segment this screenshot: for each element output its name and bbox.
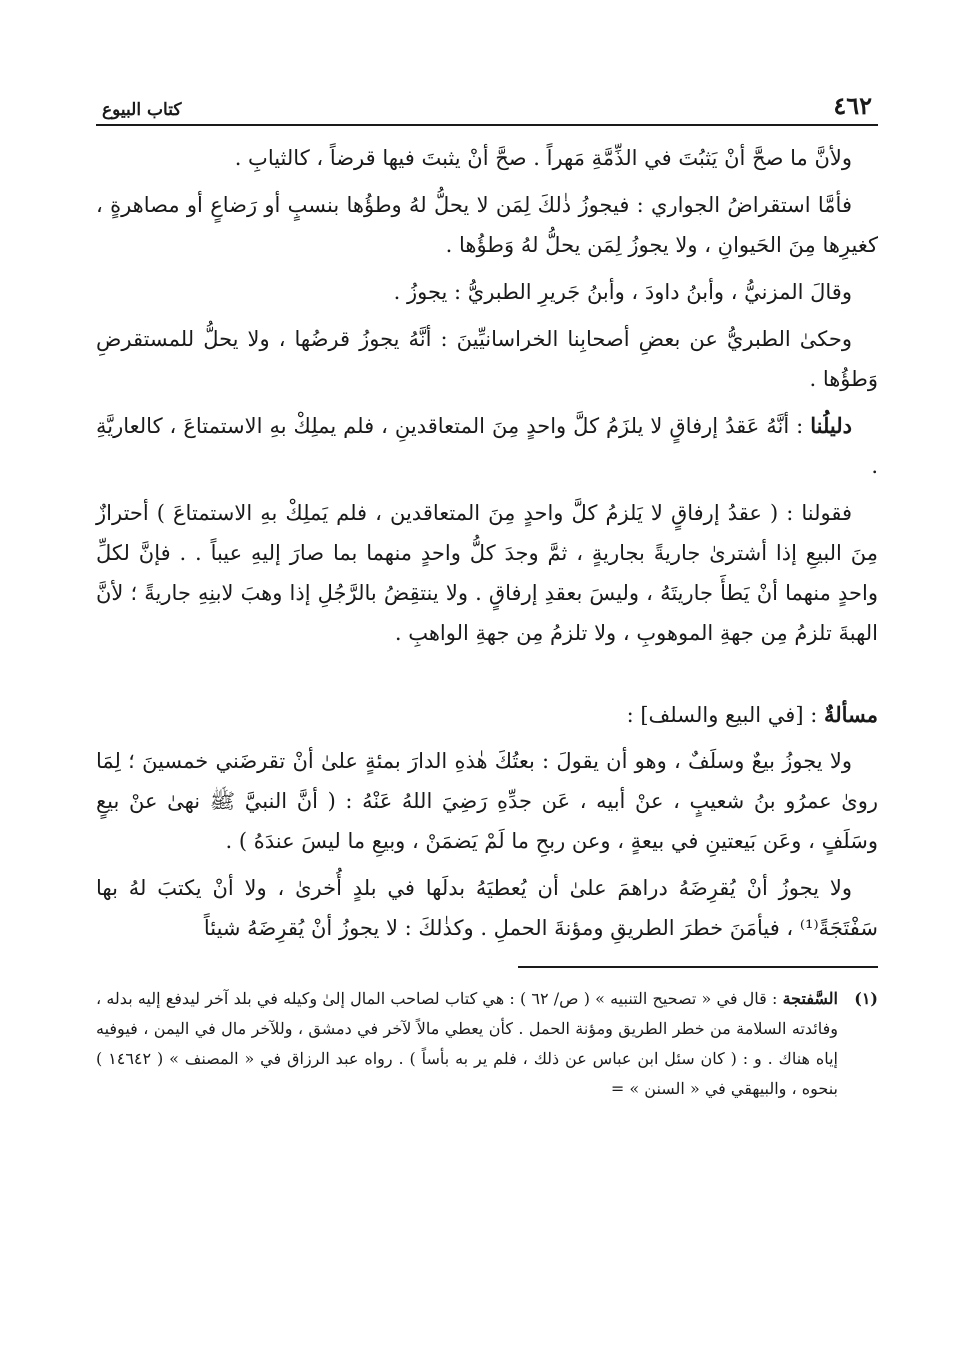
footnote bbox=[96, 984, 878, 1104]
paragraph-text: وحكىٰ الطبريُّ عن بعضِ أصحابِنا الخراسانيِّينَ : أنَّهُ يجوزُ قرضُها ، ولا يحلُّ للمستقرضِ وَطؤُها . bbox=[96, 327, 878, 391]
document-page bbox=[96, 80, 878, 1104]
paragraph bbox=[96, 493, 878, 653]
paragraph bbox=[96, 319, 878, 399]
body-text bbox=[96, 138, 878, 948]
paragraph-text: ولا يجوزُ أنْ يُقرِضَهُ دراهمَ علىٰ أن يُعطيَهُ بدلَها في بلدٍ أُخرىٰ ، ولا أنْ يكتبَ لهُ بها سَفْتَجَةً⁽¹⁾ ، فيأمَنَ خطرَ الطريقِ ومؤنةَ الحملِ . وكذٰلكَ : لا يجوزُ أنْ يُقرِضَهُ شيئاً bbox=[96, 876, 878, 940]
paragraph-lead: دليلُنا bbox=[810, 413, 852, 438]
paragraph-text: ولا يجوزُ بيعٌ وسلَفٌ ، وهو أن يقولَ : بعتُكَ هٰذهِ الدارَ بمئةٍ علىٰ أنْ تقرضَني خمسينَ ؛ لِمَا روىٰ عمرُو بنُ شعيبٍ ، عنْ أبيه ، عَن جدِّهِ رَضِيَ اللهُ عَنْهُ : ( أنَّ النبيَّ ﷺ نهىٰ عنْ بيعٍ وسَلَفٍ ، وعَن بَيعتينِ في بيعةٍ ، وعن ربحِ ما لَمْ يَضمَنْ ، وبيعِ ما ليسَ عندَهُ ) . bbox=[96, 749, 878, 853]
paragraph-text: : أنَّهُ عَقدُ إرفاقٍ لا يلزَمُ كلَّ واحدٍ مِنَ المتعاقدينِ ، فلم يملِكْ بهِ الاستمتاعَ ، كالعاريَّةِ . bbox=[96, 414, 878, 478]
issue-title: : [في البيع والسلف] : bbox=[626, 703, 824, 727]
paragraph bbox=[96, 185, 878, 265]
paragraph bbox=[96, 741, 878, 861]
paragraph bbox=[96, 272, 878, 312]
paragraph-text: فأمَّا استقراضُ الجواري : فيجوزُ ذٰلكَ لِمَن لا يحلُّ لهُ وطؤُها بنسبٍ أو رَضاعٍ أو مصاهرةٍ ، كغيرِها مِنَ الحَيوانِ ، ولا يجوزُ لِمَن يحلُّ لهُ وَطؤُها . bbox=[96, 193, 878, 257]
paragraph-text: وقالَ المزنيُّ ، وأبنُ داودَ ، وأبنُ جَريرِ الطبريُّ : يجوزُ . bbox=[393, 280, 852, 304]
paragraph bbox=[96, 406, 878, 486]
issue-heading bbox=[96, 695, 878, 735]
footnote-body bbox=[96, 984, 838, 1104]
paragraph bbox=[96, 138, 878, 178]
running-header bbox=[96, 80, 878, 126]
footnote-text: : قال في « تصحيح التنبيه » ( ص/ ٦٢ ) : هي كتاب لصاحب المال إلىٰ وكيله في بلد آخر ليدفع إليه بدله ، وفائدته السلامة من خطر الطريق ومؤنة الحمل . كأن يعطي مالاً لآخر في دمشق ، وللآخر مال في اليمن ، فيوفيه إياه هناك . و : ( كان سئل ابن عباس عن ذلك ، فلم ير به بأساً ) . رواه عبد الرزاق في « المصنف » ( ١٤٦٤٢ ) بنحوه ، والبيهقي في « السنن » = bbox=[96, 989, 839, 1098]
footnote-separator bbox=[518, 966, 878, 968]
footnote-marker: (١) bbox=[854, 989, 878, 1008]
paragraph-text: فقولنا : ( عقدُ إرفاقٍ لا يَلزمُ كلَّ واحدٍ مِنَ المتعاقدين ، فلم يَملِكْ بهِ الاستمتاعَ ) أحترازٌ مِنَ البيعِ إذا أشترىٰ جاريةً بجاريةٍ ، ثمَّ وجدَ كلُّ واحدٍ منهما بما صارَ إليهِ عيباً . . فإنَّ لكلِّ واحدٍ منهما أنْ يَطأَ جاريتَهُ ، وليسَ بعقدِ إرفاقٍ . ولا ينتقِضُ بالرَّجُلِ إذا وهبَ لابنِهِ جاريةً ؛ لأنَّ الهبةَ تلزمُ مِن جهةِ الموهوبِ ، ولا تلزمُ مِن جهةِ الواهبِ . bbox=[96, 501, 878, 645]
issue-label: مسألةٌ bbox=[823, 702, 878, 727]
footnote-term: السَّفتجة bbox=[782, 989, 838, 1008]
paragraph bbox=[96, 868, 878, 948]
book-title: كتاب البيوع bbox=[102, 100, 182, 120]
paragraph-text: ولأنَّ ما صحَّ أنْ يَثبُتَ في الذِّمَّةِ مَهراً . صحَّ أنْ يثبتَ فيها قرضاً ، كالثيابِ . bbox=[234, 146, 852, 170]
page-number: ٤٦٢ bbox=[833, 91, 872, 120]
